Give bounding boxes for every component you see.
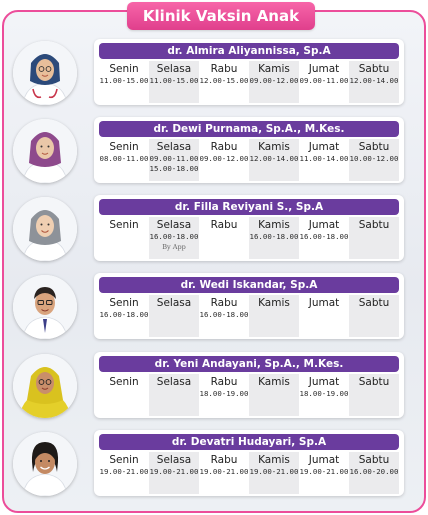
doctor-schedule-card (94, 195, 404, 261)
doctor-schedule-card (94, 352, 404, 418)
day-cell-rabu: Rabu 12.00-15.00 (199, 63, 249, 85)
day-cell-rabu: Rabu (210, 219, 238, 231)
time-slot: 12.00-14.00 (349, 76, 399, 85)
doctor-hijab-icon (13, 119, 77, 183)
time-slot: 16.00-18.00 (199, 310, 249, 319)
doctor-schedule-card (94, 117, 404, 183)
day-cell-kamis: Kamis (249, 374, 299, 416)
day-cell-sabtu: Sabtu (349, 374, 399, 416)
time-slot: 09.00-12.00 (199, 154, 249, 163)
page-title: Klinik Vaksin Anak (127, 2, 315, 30)
time-slot: 09.00-11.00 (299, 76, 349, 85)
time-slot: 16.00-18.00 (299, 232, 349, 241)
doctor-hijab-icon (13, 197, 77, 261)
day-cell-selasa: Selasa 16.00-18.00 By App (149, 217, 199, 259)
day-cell-senin: Senin 08.00-11.00 (99, 141, 149, 163)
time-slot: 18.00-19.00 (299, 389, 349, 398)
doctor-row (10, 273, 418, 343)
time-slot: 19.00-21.00 (199, 467, 249, 476)
day-cell-senin: Senin (109, 376, 139, 388)
day-cell-sabtu: Sabtu 16.00-20.00 (349, 452, 399, 494)
day-cell-kamis: Kamis 09.00-12.00 (249, 61, 299, 103)
doctor-row (10, 195, 418, 265)
day-cell-senin: Senin 19.00-21.00 (99, 454, 149, 476)
doctor-schedule-card (94, 39, 404, 105)
time-slot: 11.00-15.00 (99, 76, 149, 85)
day-cell-senin: Senin (109, 219, 139, 231)
day-cell-selasa: Selasa (149, 295, 199, 337)
day-cell-sabtu: Sabtu (349, 217, 399, 259)
day-cell-senin: Senin 16.00-18.00 (99, 297, 149, 319)
schedule-grid (99, 61, 399, 103)
time-slot: 12.00-14.00 (249, 154, 299, 163)
time-slot: 18.00-19.00 (199, 389, 249, 398)
time-slot: 16.00-20.00 (349, 467, 399, 476)
day-cell-senin: Senin 11.00-15.00 (99, 63, 149, 85)
doctor-row (10, 39, 418, 109)
day-cell-jumat: Jumat 18.00-19.00 (299, 376, 349, 398)
day-cell-sabtu: Sabtu 10.00-12.00 (349, 139, 399, 181)
time-slot: 08.00-11.00 (99, 154, 149, 163)
time-slot: 11.00-14.00 (299, 154, 349, 163)
doctor-name: dr. Filla Reviyani S., Sp.A (99, 199, 399, 215)
doctor-name: dr. Devatri Hudayari, Sp.A (99, 434, 399, 450)
day-cell-kamis: Kamis 19.00-21.00 (249, 452, 299, 494)
schedule-grid (99, 374, 399, 416)
time-slot: 10.00-12.00 (349, 154, 399, 163)
time-slot: 16.00-18.00 (249, 232, 299, 241)
booking-note: By App (162, 243, 186, 251)
schedule-grid (99, 139, 399, 181)
doctor-name: dr. Dewi Purnama, Sp.A., M.Kes. (99, 121, 399, 137)
doctor-female-icon (13, 432, 77, 496)
day-cell-rabu: Rabu 16.00-18.00 (199, 297, 249, 319)
day-cell-jumat: Jumat 11.00-14.00 (299, 141, 349, 163)
time-slot: 16.00-18.00 (149, 232, 199, 241)
day-cell-kamis: Kamis 12.00-14.00 (249, 139, 299, 181)
day-cell-rabu: Rabu 09.00-12.00 (199, 141, 249, 163)
time-slot: 12.00-15.00 (199, 76, 249, 85)
doctor-name: dr. Almira Aliyannissa, Sp.A (99, 43, 399, 59)
time-slot: 19.00-21.00 (149, 467, 199, 476)
doctor-hijab-stethoscope-icon (13, 41, 77, 105)
time-slot: 09.00-12.00 (249, 76, 299, 85)
day-cell-selasa: Selasa 11.00-15.00 (149, 61, 199, 103)
time-slot: 09.00-11.00 (149, 154, 199, 163)
doctor-row (10, 430, 418, 500)
time-slot: 19.00-21.00 (299, 467, 349, 476)
time-slot: 15.00-18.00 (149, 164, 199, 173)
doctor-row (10, 352, 418, 422)
day-cell-kamis: Kamis 16.00-18.00 (249, 217, 299, 259)
doctor-name: dr. Wedi Iskandar, Sp.A (99, 277, 399, 293)
doctor-hijab-glasses-icon (13, 354, 77, 418)
day-cell-selasa: Selasa 09.00-11.00 15.00-18.00 (149, 139, 199, 181)
schedule-grid (99, 217, 399, 259)
day-cell-jumat: Jumat 09.00-11.00 (299, 63, 349, 85)
time-slot: 19.00-21.00 (99, 467, 149, 476)
doctor-schedule-card (94, 273, 404, 339)
schedule-grid (99, 452, 399, 494)
time-slot: 19.00-21.00 (249, 467, 299, 476)
doctor-male-glasses-icon (13, 275, 77, 339)
day-cell-jumat: Jumat 19.00-21.00 (299, 454, 349, 476)
day-cell-selasa: Selasa 19.00-21.00 (149, 452, 199, 494)
doctor-name: dr. Yeni Andayani, Sp.A., M.Kes. (99, 356, 399, 372)
day-cell-selasa: Selasa (149, 374, 199, 416)
day-cell-jumat: Jumat (308, 297, 340, 309)
day-cell-rabu: Rabu 19.00-21.00 (199, 454, 249, 476)
time-slot: 11.00-15.00 (149, 76, 199, 85)
schedule-grid (99, 295, 399, 337)
day-cell-sabtu: Sabtu 12.00-14.00 (349, 61, 399, 103)
doctor-schedule-card (94, 430, 404, 496)
day-cell-sabtu: Sabtu (349, 295, 399, 337)
day-cell-rabu: Rabu 18.00-19.00 (199, 376, 249, 398)
time-slot: 16.00-18.00 (99, 310, 149, 319)
day-cell-kamis: Kamis (249, 295, 299, 337)
doctor-row (10, 117, 418, 187)
day-cell-jumat: Jumat 16.00-18.00 (299, 219, 349, 241)
